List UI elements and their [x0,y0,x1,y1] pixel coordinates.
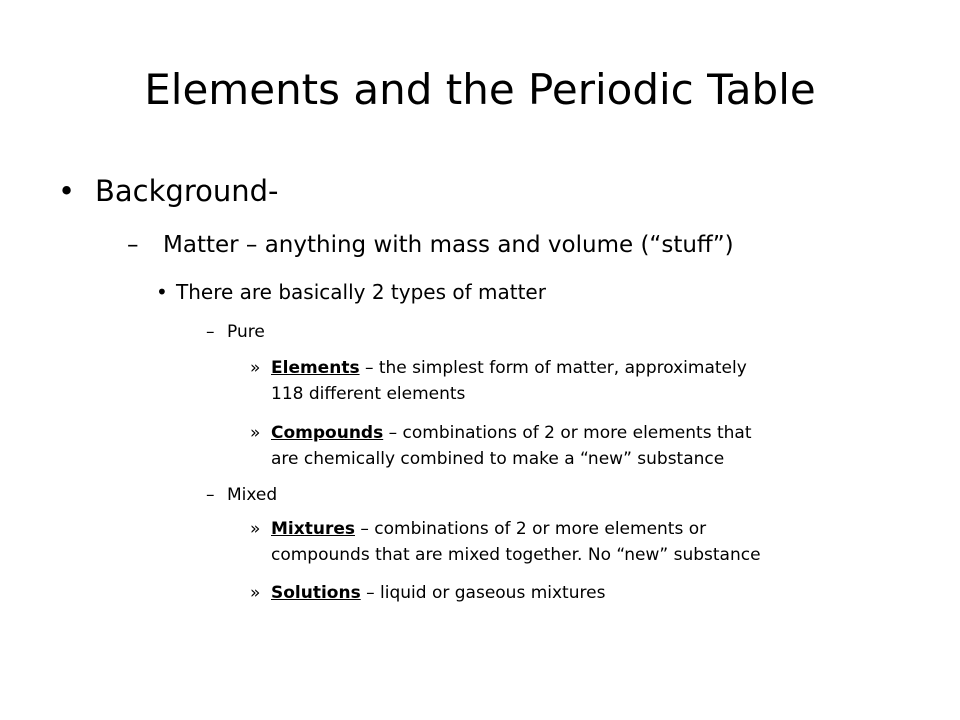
term-compounds: Compounds [271,423,384,443]
bullet-compounds-cont: are chemically combined to make a “new” substance [271,449,725,469]
dash-marker: – [127,232,139,258]
bullet-pure: Pure [227,322,265,342]
slide-title: Elements and the Periodic Table [144,65,816,114]
text-elements: – the simplest form of matter, approximately [359,358,747,378]
bullet-mixed: Mixed [227,485,278,505]
bullet-marker: • [156,280,168,304]
bullet-matter: Matter – anything with mass and volume (“stuff”) [163,232,734,258]
bullet-mixtures-cont: compounds that are mixed together. No “new” substance [271,545,761,565]
bullet-solutions [271,580,605,606]
bullet-compounds [271,420,752,446]
bullet-background: Background- [95,174,279,208]
bullet-types: There are basically 2 types of matter [176,280,546,304]
raquo-marker: » [250,423,261,443]
dash-marker: – [206,485,215,505]
term-elements: Elements [271,358,360,378]
term-solutions: Solutions [271,583,361,603]
text-mixtures: – combinations of 2 or more elements or [354,519,707,539]
bullet-marker: • [58,174,76,208]
text-solutions: – liquid or gaseous mixtures [360,583,606,603]
bullet-mixtures [271,516,706,542]
dash-marker: – [206,322,215,342]
raquo-marker: » [250,358,261,378]
raquo-marker: » [250,519,261,539]
text-compounds: – combinations of 2 or more elements that [383,423,752,443]
bullet-elements-cont: 118 different elements [271,384,466,404]
bullet-elements [271,355,747,381]
raquo-marker: » [250,583,261,603]
term-mixtures: Mixtures [271,519,355,539]
